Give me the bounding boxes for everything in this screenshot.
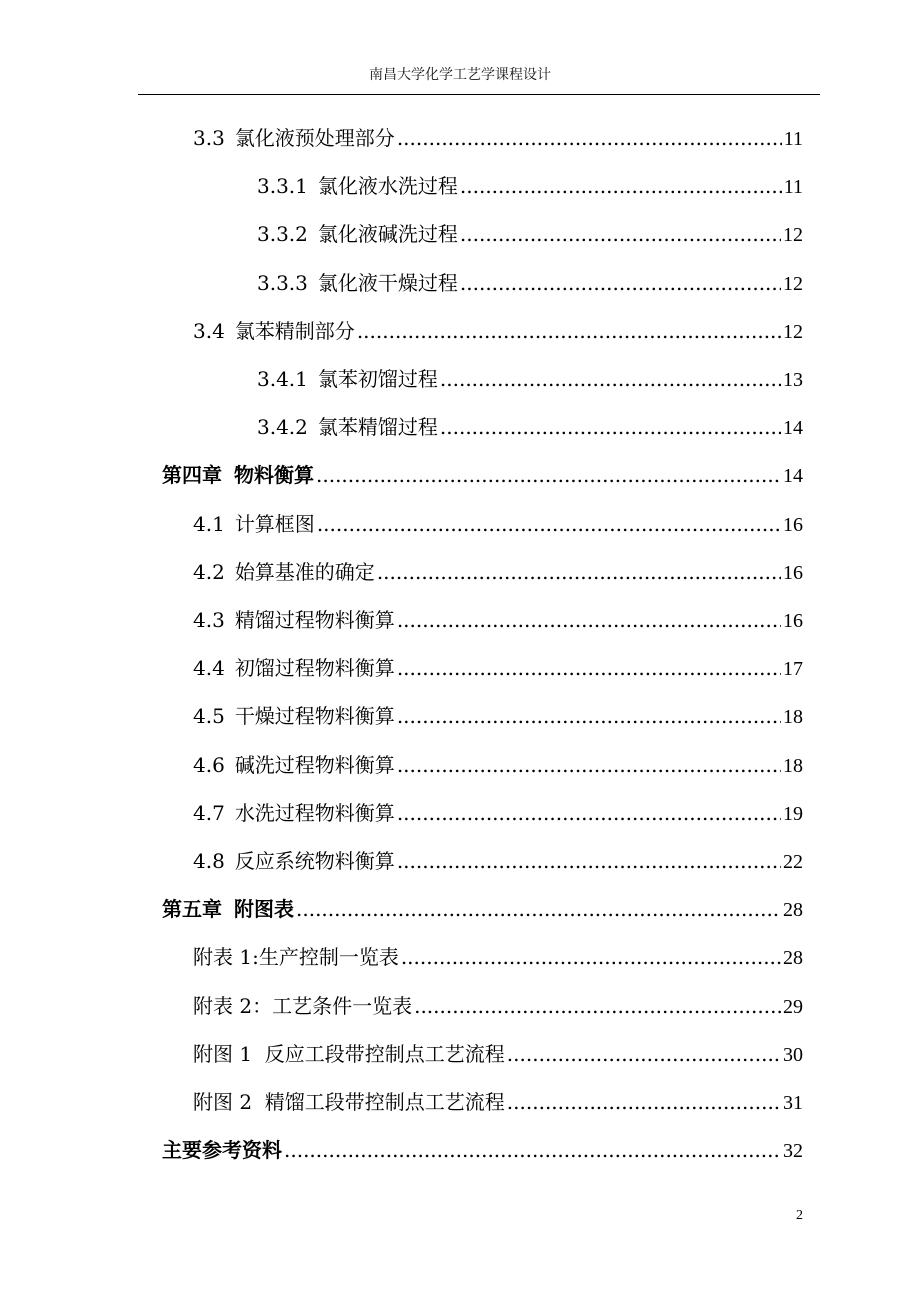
toc-entry-label — [193, 509, 315, 539]
toc-entry-label — [193, 846, 395, 876]
toc-entry-title: 物料衡算 — [234, 463, 314, 488]
toc-entry-number: 3.4.2 — [257, 415, 308, 440]
toc-entry-page: 12 — [783, 272, 803, 295]
toc-leader-dots — [460, 171, 782, 201]
toc-entry-title: 反应系统物料衡算 — [234, 849, 395, 873]
toc-entry-title: 氯化液干燥过程 — [317, 270, 458, 295]
toc-entry-title: 附图 1 反应工段带控制点工艺流程 — [193, 1041, 505, 1066]
toc-entry-title: 附表 2：工艺条件一览表 — [193, 993, 413, 1018]
toc-entry-page: 12 — [783, 224, 803, 247]
toc-entry[interactable] — [193, 605, 803, 635]
toc-entry-page: 22 — [783, 851, 803, 873]
toc-entry-label — [193, 653, 395, 683]
toc-entry[interactable] — [193, 798, 803, 828]
toc-leader-dots — [397, 123, 782, 153]
toc-entry-title: 初馏过程物料衡算 — [234, 656, 395, 681]
toc-entry-title: 碱洗过程物料衡算 — [234, 752, 395, 777]
toc-entry[interactable] — [257, 268, 803, 298]
toc-leader-dots — [397, 605, 781, 635]
toc-entry-number: 4.5 — [193, 704, 225, 729]
toc-entry[interactable] — [193, 123, 803, 153]
toc-entry-number: 第五章 — [162, 897, 222, 922]
toc-entry-label — [162, 1135, 282, 1165]
toc-entry-title: 主要参考资料 — [162, 1138, 282, 1163]
toc-appendix-entry[interactable] — [193, 1087, 803, 1117]
toc-entry-page: 31 — [783, 1092, 803, 1114]
toc-entry-label — [193, 991, 412, 1021]
toc-entry-label — [193, 316, 355, 346]
toc-entry-number: 3.3 — [193, 126, 225, 150]
toc-entry-title: 氯苯精馏过程 — [317, 415, 438, 440]
toc-entry-page: 30 — [783, 1043, 803, 1066]
toc-appendix-entry[interactable] — [193, 991, 803, 1021]
toc-entry-title: 附图表 — [234, 897, 294, 922]
toc-entry-page: 18 — [783, 706, 803, 729]
toc-entry-title: 干燥过程物料衡算 — [234, 704, 395, 729]
toc-entry-number: 3.3.3 — [257, 270, 308, 295]
toc-leader-dots — [377, 557, 781, 587]
toc-entry-page: 16 — [783, 610, 803, 632]
toc-leader-dots — [401, 942, 781, 972]
toc-entry-label — [193, 1039, 505, 1069]
toc-leader-dots — [397, 653, 781, 683]
toc-entry-number: 4.1 — [193, 511, 225, 536]
toc-entry-label — [193, 605, 395, 635]
toc-entry-label — [193, 701, 395, 731]
toc-entry-page: 18 — [783, 754, 803, 777]
toc-entry-page: 14 — [783, 417, 803, 440]
toc-entry-number: 3.3.2 — [257, 222, 308, 247]
toc-entry-label — [193, 750, 395, 780]
toc-leader-dots — [460, 219, 781, 249]
toc-entry[interactable] — [257, 412, 803, 442]
toc-leader-dots — [507, 1087, 781, 1117]
toc-entry-title: 水洗过程物料衡算 — [234, 800, 395, 825]
toc-entry-label — [257, 219, 458, 249]
toc-entry-label — [257, 171, 458, 201]
toc-entry-title: 氯化液预处理部分 — [234, 126, 395, 150]
toc-entry[interactable] — [257, 364, 803, 394]
toc-entry-title: 氯苯精制部分 — [234, 318, 355, 343]
toc-entry-page: 11 — [783, 128, 803, 150]
toc-entry-title: 氯化液碱洗过程 — [317, 222, 458, 247]
toc-leader-dots — [397, 846, 781, 876]
toc-entry-page: 13 — [783, 369, 803, 391]
toc-entry-title: 附图 2 精馏工段带控制点工艺流程 — [193, 1090, 505, 1114]
toc-leader-dots — [284, 1135, 781, 1165]
toc-entry-page: 28 — [783, 947, 803, 970]
toc-entry[interactable] — [193, 509, 803, 539]
toc-entry-number: 4.8 — [193, 849, 225, 873]
toc-entry[interactable] — [193, 750, 803, 780]
toc-entry-number: 4.4 — [193, 656, 225, 681]
toc-leader-dots — [397, 701, 781, 731]
page-number: 2 — [796, 1208, 803, 1223]
toc-entry-page: 16 — [783, 561, 803, 584]
toc-leader-dots — [414, 991, 781, 1021]
page-header-title: 南昌大学化学工艺学课程设计 — [369, 67, 551, 83]
toc-chapter-entry[interactable] — [162, 1135, 803, 1165]
toc-leader-dots — [440, 412, 781, 442]
toc-entry-number: 4.2 — [193, 559, 225, 584]
toc-entry-page: 19 — [783, 802, 803, 825]
toc-entry-label — [257, 412, 438, 442]
toc-entry-number: 第四章 — [162, 463, 222, 488]
toc-entry-page: 11 — [783, 176, 803, 199]
toc-entry-number: 4.7 — [193, 800, 225, 825]
toc-entry-number: 3.4 — [193, 318, 225, 343]
toc-entry[interactable] — [193, 316, 803, 346]
toc-entry-title: 精馏过程物料衡算 — [234, 608, 395, 632]
toc-entry[interactable] — [257, 171, 803, 201]
toc-entry-label — [193, 1087, 505, 1117]
toc-leader-dots — [316, 460, 781, 490]
toc-entry-page: 29 — [783, 995, 803, 1018]
toc-entry-page: 12 — [783, 320, 803, 343]
toc-chapter-entry[interactable] — [162, 460, 803, 490]
toc-leader-dots — [317, 509, 781, 539]
toc-leader-dots — [296, 894, 781, 924]
toc-entry-title: 计算框图 — [234, 511, 315, 536]
toc-entry-label — [193, 798, 395, 828]
toc-entry-page: 14 — [783, 465, 803, 488]
toc-leader-dots — [397, 798, 781, 828]
toc-entry-number: 3.4.1 — [257, 367, 308, 391]
toc-entry[interactable] — [193, 653, 803, 683]
toc-leader-dots — [460, 268, 781, 298]
toc-entry-label — [257, 268, 458, 298]
toc-entry-page: 17 — [783, 658, 803, 681]
toc-entry-number: 3.3.1 — [257, 174, 308, 199]
toc-entry-label — [162, 460, 314, 490]
toc-leader-dots — [507, 1039, 781, 1069]
toc-entry-label — [193, 123, 395, 153]
toc-entry-title: 附表 1:生产控制一览表 — [193, 945, 399, 970]
toc-entry[interactable] — [193, 846, 803, 876]
toc-entry-label — [162, 894, 294, 924]
toc-entry[interactable] — [257, 219, 803, 249]
toc-leader-dots — [440, 364, 781, 394]
toc-entry[interactable] — [193, 557, 803, 587]
toc-appendix-entry[interactable] — [193, 1039, 803, 1069]
toc-entry-title: 氯化液水洗过程 — [317, 174, 458, 199]
toc-entry-page: 32 — [783, 1140, 803, 1163]
toc-entry-number: 4.6 — [193, 752, 225, 777]
toc-entry-label — [193, 942, 399, 972]
toc-leader-dots — [357, 316, 781, 346]
toc-entry-title: 始算基准的确定 — [234, 559, 375, 584]
toc-entry-page: 16 — [783, 513, 803, 536]
toc-entry-page: 28 — [783, 899, 803, 922]
toc-entry[interactable] — [193, 701, 803, 731]
toc-entry-label — [193, 557, 375, 587]
toc-leader-dots — [397, 750, 781, 780]
toc-entry-title: 氯苯初馏过程 — [317, 367, 438, 391]
toc-chapter-entry[interactable] — [162, 894, 803, 924]
toc-appendix-entry[interactable] — [193, 942, 803, 972]
toc-entry-number: 4.3 — [193, 608, 225, 632]
toc-entry-label — [257, 364, 438, 394]
